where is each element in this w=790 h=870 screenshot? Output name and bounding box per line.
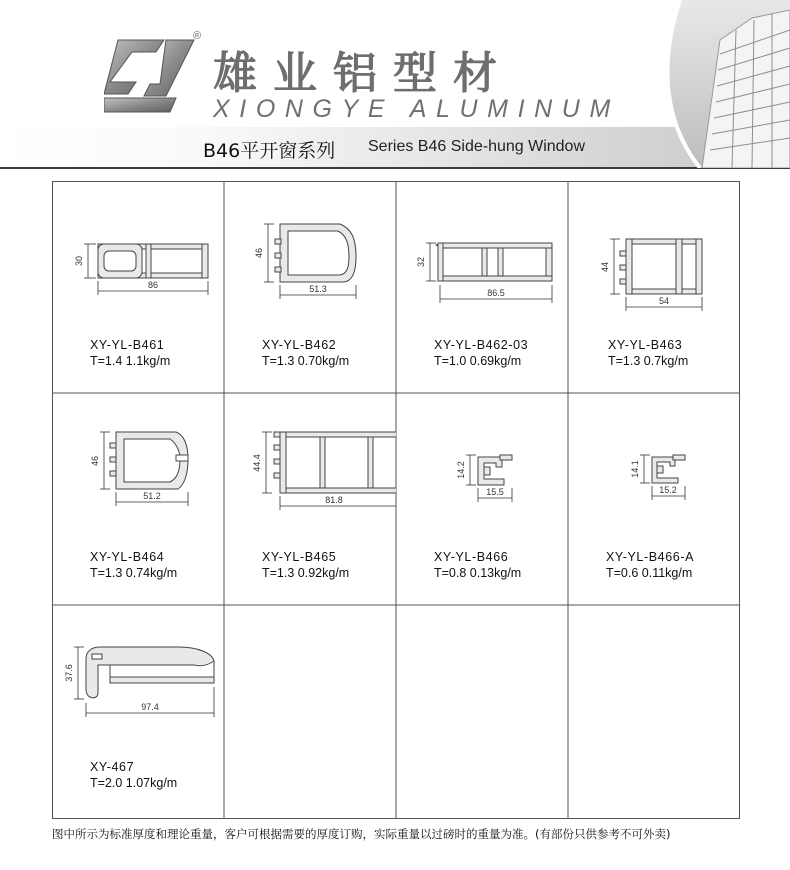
profile-cell-b461 (52, 181, 224, 393)
profile-cell-b462 (224, 181, 396, 393)
profile-cell-b466 (396, 393, 568, 605)
profile-code: XY-YL-B461 (90, 338, 165, 352)
profile-spec: T=1.0 0.69kg/m (434, 354, 522, 368)
empty-cell (568, 605, 740, 817)
dim-width-b461: 86 (147, 280, 159, 290)
brand-name-cn: 雄业铝型材 (213, 48, 513, 99)
profile-code: XY-YL-B466 (434, 550, 509, 564)
profile-spec: T=0.6 0.11kg/m (606, 566, 693, 580)
profile-spec: T=1.3 0.74kg/m (90, 566, 178, 580)
dim-width-b462-03: 86.5 (487, 288, 505, 298)
dim-width-b464: 51.2 (143, 491, 161, 501)
profile-cell-b465 (224, 393, 396, 605)
profile-code: XY-YL-B464 (90, 550, 165, 564)
series-title-en: Series B46 Side-hung Window (368, 138, 586, 155)
dim-width-b466-a: 15.2 (659, 485, 677, 495)
page-header (0, 0, 790, 172)
profile-grid (52, 181, 740, 819)
profile-spec: T=1.3 0.92kg/m (262, 566, 350, 580)
dim-width-b463: 54 (658, 296, 670, 306)
profile-code: XY-YL-B466-A (606, 550, 695, 564)
building-photo-icon (640, 0, 790, 168)
profile-spec: T=1.3 0.7kg/m (608, 354, 689, 368)
dim-height-b462: 46 (254, 247, 264, 259)
dim-height-b463: 44 (600, 261, 610, 273)
profile-cell-b466-a (568, 393, 740, 605)
profile-code: XY-YL-B463 (608, 338, 683, 352)
profile-spec: T=0.8 0.13kg/m (434, 566, 522, 580)
dim-height-xy467: 37.6 (64, 664, 74, 682)
dim-height-b464: 46 (90, 455, 100, 467)
profile-spec: T=1.3 0.70kg/m (262, 354, 350, 368)
dim-height-b466-a: 14.1 (630, 460, 640, 478)
brand-name-en: XIONGYE ALUMINUM (213, 95, 620, 123)
profile-spec: T=1.4 1.1kg/m (90, 354, 171, 368)
dim-height-b466: 14.2 (456, 461, 466, 479)
dim-width-b465: 81.8 (325, 495, 343, 505)
dim-height-b461: 30 (74, 255, 84, 267)
profile-code: XY-YL-B462-03 (434, 338, 529, 352)
dim-width-b466: 15.5 (486, 487, 504, 497)
registered-mark: ® (193, 30, 202, 42)
profile-code: XY-YL-B465 (262, 550, 337, 564)
dim-height-b462-03: 32 (416, 256, 426, 268)
dim-height-b465: 44.4 (252, 454, 262, 472)
empty-cell (396, 605, 568, 817)
dim-width-xy467: 97.4 (141, 702, 159, 712)
dim-width-b462: 51.3 (309, 284, 327, 294)
profile-spec: T=2.0 1.07kg/m (90, 776, 178, 790)
profile-code: XY-YL-B462 (262, 338, 337, 352)
series-title-cn: B46平开窗系列 (203, 140, 336, 162)
empty-cell (224, 605, 396, 817)
profile-cell-b463 (568, 181, 740, 393)
xiongye-logo-icon (104, 36, 196, 116)
profile-cell-b464 (52, 393, 224, 605)
profile-code: XY-467 (90, 760, 135, 774)
profile-cell-xy467 (52, 605, 224, 817)
footnote: 图中所示为标准厚度和理论重量，客户可根据需要的厚度订购，实际重量以过磅时的重量为准。(有部份只供参考不可外卖) (52, 827, 671, 841)
profile-cell-b462-03 (396, 181, 568, 393)
